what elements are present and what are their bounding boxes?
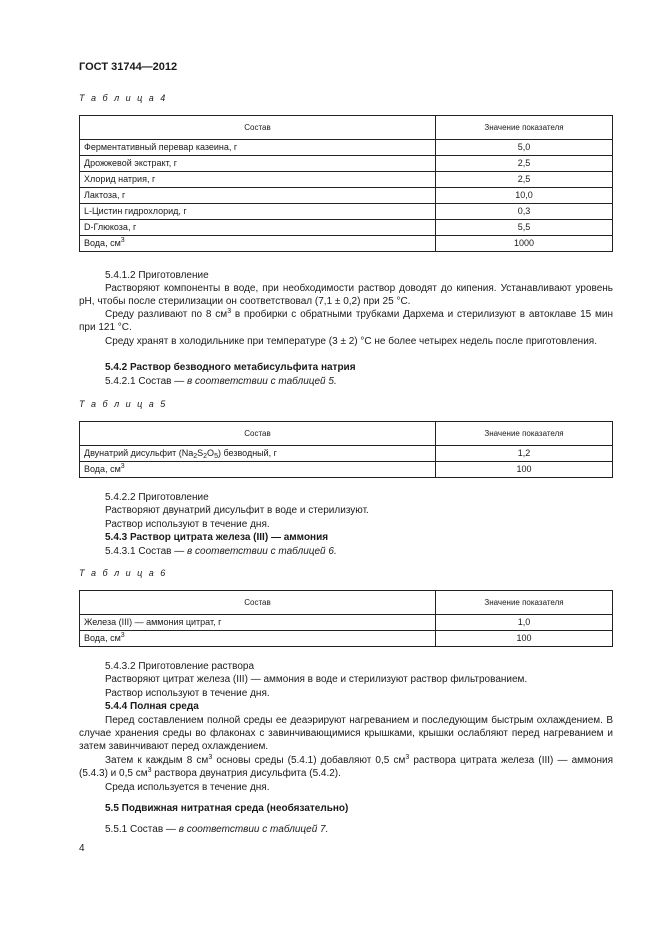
table-row: [80, 220, 613, 236]
column-header-composition: Состав: [80, 422, 436, 446]
table-row: [80, 204, 613, 220]
section-5-4-1-2-paragraph-1: Растворяют компоненты в воде, при необходимости раствор доводят до кипения. Устанавливают уровень рН, чтобы после стерилизации он соответствовал (7,1 ± 0,2) при 25 °С.: [79, 283, 613, 307]
cell-composition: [80, 446, 436, 462]
superscript: 3: [120, 463, 125, 470]
cell-value: 1,0: [436, 615, 613, 631]
table-row: [80, 156, 613, 172]
text: S: [197, 448, 204, 458]
subscript: 2: [203, 453, 208, 460]
cell-text: Вода, см: [84, 633, 121, 643]
cell-composition: Дрожжевой экстракт, г: [80, 156, 436, 172]
text: в пробирки с обратными трубками Дархема и стерилизуют в автоклаве 15 мин при 121 °С.: [79, 309, 613, 333]
section-5-4-4-paragraph-1: Перед составлением полной среды ее деаэрируют нагреванием и последующим быстрым охлаждением. В случае хранения среды во флаконах с завинчивающимися крышками, крышки ослабляют перед нагреванием и затем завинчивают перед охлаждением.: [79, 715, 613, 752]
text: 5.5.1 Состав —: [105, 824, 179, 835]
text: ) безводный, г: [217, 448, 277, 458]
section-5-4-2-2-paragraph-1: Растворяют двунатрий дисульфит в воде и стерилизуют.: [105, 505, 369, 516]
section-5-4-4-heading: 5.4.4 Полная среда: [105, 701, 199, 712]
section-5-4-3-2-paragraph-1: Растворяют цитрат железа (III) — аммония в воде и стерилизуют раствор фильтрованием.: [105, 674, 528, 685]
text: 5.4.2.1 Состав —: [105, 376, 188, 387]
cell-composition: D-Глюкоза, г: [80, 220, 436, 236]
table-reference: в соответствии с таблицей 7.: [178, 824, 329, 835]
text: Затем к каждым 8 см: [105, 755, 209, 766]
cell-value: 1,2: [436, 446, 613, 462]
text: раствора цитрата железа (III) — аммония (5.4.3) и 0,5 см: [79, 755, 613, 779]
section-5-4-1-2-paragraph-2: [79, 308, 613, 334]
cell-value: 100: [436, 631, 613, 647]
section-5-5-heading: 5.5 Подвижная нитратная среда (необязательно): [105, 803, 349, 814]
superscript: 3: [227, 308, 232, 315]
section-5-4-2-2-heading: 5.4.2.2 Приготовление: [105, 492, 209, 503]
section-5-4-3-1-composition: [105, 545, 337, 558]
table-row: [80, 236, 613, 252]
section-5-4-3-heading: 5.4.3 Раствор цитрата железа (III) — аммония: [105, 532, 329, 543]
superscript: 3: [147, 767, 152, 774]
table-6: [79, 590, 613, 647]
text: Среду разливают по 8 см: [105, 309, 228, 320]
column-header-value: Значение показателя: [436, 591, 613, 615]
section-5-4-1-2-paragraph-3: Среду хранят в холодильнике при температуре (3 ± 2) °С не более четырех недель после приготовления.: [105, 336, 597, 347]
table-5: [79, 421, 613, 478]
column-header-value: Значение показателя: [436, 116, 613, 140]
text: раствора двунатрия дисульфита (5.4.2).: [151, 768, 341, 779]
table-row: [80, 140, 613, 156]
column-header-composition: Состав: [80, 591, 436, 615]
table-5-caption: Т а б л и ц а 5: [79, 399, 168, 409]
table-reference: в соответствии с таблицей 6.: [187, 546, 337, 557]
page-number: 4: [79, 843, 85, 854]
section-5-4-4-paragraph-3: Среда используется в течение дня.: [105, 782, 270, 793]
table-header-row: [80, 591, 613, 615]
table-header-row: [80, 422, 613, 446]
section-5-4-4-paragraph-2: [79, 754, 613, 780]
table-row: [80, 188, 613, 204]
cell-value: 5,0: [436, 140, 613, 156]
document-header: ГОСТ 31744—2012: [79, 61, 178, 73]
text: основы среды (5.4.1) добавляют 0,5 см: [212, 755, 406, 766]
table-reference: в соответствии с таблицей 5.: [187, 376, 337, 387]
text: O: [207, 448, 215, 458]
section-5-5-1-composition: [105, 823, 328, 836]
cell-composition: Лактоза, г: [80, 188, 436, 204]
cell-value: 0,3: [436, 204, 613, 220]
cell-value: 10,0: [436, 188, 613, 204]
cell-value: 1000: [436, 236, 613, 252]
subscript: 2: [193, 453, 198, 460]
cell-composition: Хлорид натрия, г: [80, 172, 436, 188]
superscript: 3: [120, 237, 125, 244]
section-5-4-3-2-heading: 5.4.3.2 Приготовление раствора: [105, 661, 255, 672]
subscript: 5: [214, 453, 218, 460]
table-row: [80, 446, 613, 462]
cell-composition: Железа (III) — аммония цитрат, г: [80, 615, 436, 631]
cell-value: 100: [436, 462, 613, 478]
cell-value: 5,5: [436, 220, 613, 236]
cell-composition: [80, 631, 436, 647]
section-5-4-3-2-paragraph-2: Раствор используют в течение дня.: [105, 688, 270, 699]
column-header-value: Значение показателя: [436, 422, 613, 446]
table-6-caption: Т а б л и ц а 6: [79, 568, 168, 578]
text: Двунатрий дисульфит (Na: [84, 448, 194, 458]
cell-value: 2,5: [436, 172, 613, 188]
table-header-row: [80, 116, 613, 140]
cell-composition: Ферментативный перевар казеина, г: [80, 140, 436, 156]
superscript: 3: [208, 754, 213, 761]
section-5-4-2-heading: 5.4.2 Раствор безводного метабисульфита натрия: [105, 362, 356, 373]
table-row: [80, 172, 613, 188]
superscript: 3: [120, 632, 125, 639]
table-4-caption: Т а б л и ц а 4: [79, 93, 168, 103]
section-5-4-2-2-paragraph-2: Раствор используют в течение дня.: [105, 519, 270, 530]
table-4: [79, 115, 613, 252]
text: 5.4.3.1 Состав —: [105, 546, 188, 557]
table-row: [80, 615, 613, 631]
table-row: [80, 631, 613, 647]
section-5-4-2-1-composition: [105, 375, 337, 388]
cell-composition: L-Цистин гидрохлорид, г: [80, 204, 436, 220]
cell-composition: [80, 236, 436, 252]
column-header-composition: Состав: [80, 116, 436, 140]
cell-text: Вода, см: [84, 464, 121, 474]
section-5-4-1-2-heading: 5.4.1.2 Приготовление: [105, 270, 209, 281]
cell-composition: [80, 462, 436, 478]
table-row: [80, 462, 613, 478]
cell-value: 2,5: [436, 156, 613, 172]
superscript: 3: [405, 754, 410, 761]
cell-text: Вода, см: [84, 238, 121, 248]
